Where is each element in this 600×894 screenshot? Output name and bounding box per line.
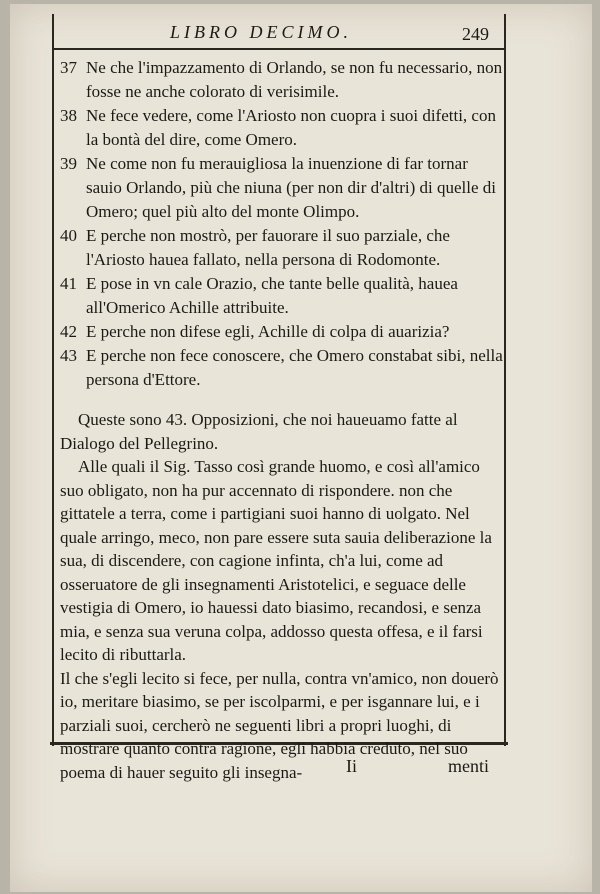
header-rule [52,48,506,50]
paragraph: Queste sono 43. Opposizioni, che noi haueuamo fatte al Dialogo del Pellegrino. [60,410,458,453]
item-number: 39 [60,154,77,173]
item-number: 43 [60,346,77,365]
list-item [60,344,508,392]
item-text: Ne fece vedere, come l'Ariosto non cuopra i suoi difetti, con la bontà del dire, come Omero. [86,106,496,149]
item-number: 42 [60,322,77,341]
page-number: 249 [462,24,489,44]
book-page [10,4,592,892]
item-text: E perche non mostrò, per fauorare il suo parziale, che l'Ariosto hauea fallato, nella persona di Rodomonte. [86,226,450,269]
item-text: E pose in vn cale Orazio, che tante belle qualità, hauea all'Omerico Achille attribuite. [86,274,458,317]
list-item [60,104,508,152]
item-text: Ne che l'impazzamento di Orlando, se non fu necessario, non fosse ne anche colorato di verisimile. [86,58,503,101]
list-item [60,224,508,272]
list-item [60,152,508,224]
paragraph: Il che s'egli lecito si fece, per nulla, contra vn'amico, non douerò io, meritare biasimo, se per iscolparmi, e per isgannare lui, e i parziali suoi, cercherò ne seguenti libri a propri luoghi, di mostrare quanto contra ragione, egli habbia creduto, nel suo poema di hauer seguito gli insegna- [60,668,499,782]
opposition-list [60,56,508,392]
list-item [60,272,508,320]
item-text: Ne come non fu merauigliosa la inuenzione di far tornar sauio Orlando, più che niuna (per non dir d'altri) di quelle di Omero; quel più alto del monte Olimpo. [86,154,497,221]
item-number: 41 [60,274,77,293]
item-text: E perche non fece conoscere, che Omero constabat sibi, nella persona d'Ettore. [86,346,503,389]
item-text: E perche non difese egli, Achille di colpa di auarizia? [86,322,450,341]
list-item [60,56,508,104]
catchword: menti [448,756,489,776]
left-border-rule [52,14,54,746]
item-number: 40 [60,226,77,245]
item-number: 37 [60,58,77,77]
signature-mark: Ii [346,756,357,776]
running-head: LIBRO DECIMO. [170,22,352,42]
list-item [60,320,508,344]
item-number: 38 [60,106,77,125]
paragraph: Alle quali il Sig. Tasso così grande huomo, e così all'amico suo obligato, non ha pur accennato di rispondere. non che gittatele a terra, come i partigiani suoi hanno di uolgato. Nel quale arringo, meco, non pare essere suta sauia deliberazione la sua, di discendere, con cagione infinta, ch'a lui, come ad osseruatore de gli insegnamenti Aristotelici, e seguace delle vestigia di Omero, io hauessi dato biasimo, recandosi, e senza mia, e senza sua veruna colpa, addosso questa offesa, e il farsi lecito di ributtarla. [60,457,492,664]
body-text [60,408,506,784]
